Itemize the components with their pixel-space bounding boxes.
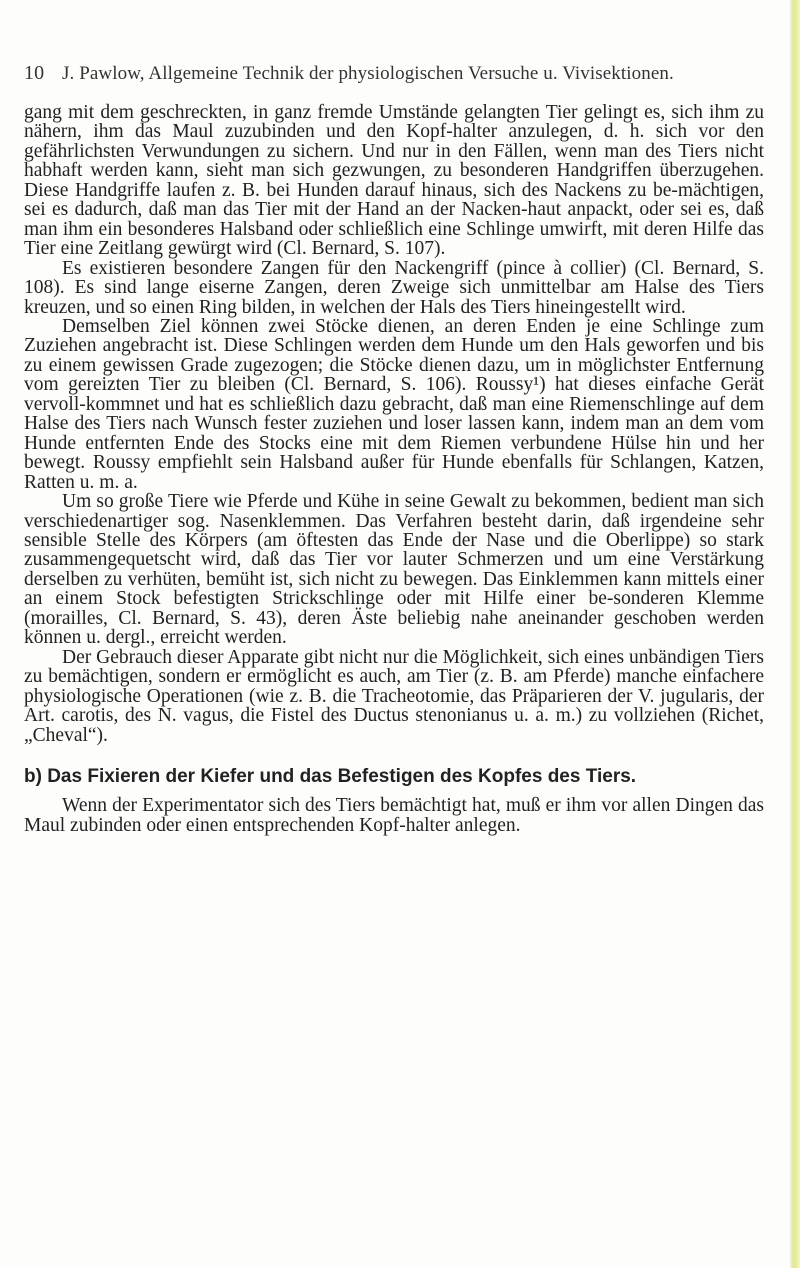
running-header [24, 62, 784, 85]
paragraph-gebrauch: Der Gebrauch dieser Apparate gibt nicht nur die Möglichkeit, sich eines unbändigen Tiers zu bemächtigen, sondern er ermöglicht es auch, am Tier (z. B. am Pferde) manche einfachere physiologische Operationen (wie z. B. die Tracheotomie, das Präparieren der V. jugularis, der Art. carotis, des N. vagus, die Fistel des Ductus stenonianus u. a. m.) zu vollziehen (Richet, „Cheval“). [24, 646, 764, 746]
running-title: J. Pawlow, Allgemeine Technik der physiologischen Versuche u. Vivisektionen. [62, 63, 674, 84]
paragraph-closing: Wenn der Experimentator sich des Tiers bemächtigt hat, muß er ihm vor allen Dingen das Maul zubinden oder einen entsprechenden Kopf-halter anlegen. [24, 795, 764, 836]
page-edge-shadow [790, 0, 800, 1268]
paragraph-nasenklemmen: Um so große Tiere wie Pferde und Kühe in seine Gewalt zu bekommen, bedient man sich verschiedenartiger sog. Nasenklemmen. Das Verfahren besteht darin, daß irgendeine sehr sensible Stelle des Körpers (am öftesten das Ende der Nase und die Oberlippe) so stark zusammengequetscht wird, daß das Tier vor lauter Schmerzen und um eine Verstärkung derselben zu verhüten, bemüht ist, sich nicht zu bewegen. Das Einklemmen kann mittels einer an einem Stock befestigten Strickschlinge oder mit Hilfe einer be-sonderen Klemme (morailles, Cl. Bernard, S. 43), deren Äste beliebig nahe aneinander geschoben werden können u. dergl., erreicht werden. [24, 491, 764, 649]
page-number: 10 [24, 62, 45, 84]
paragraph-zangen: Es existieren besondere Zangen für den Nackengriff (pince à collier) (Cl. Bernard, S. 108). Es sind lange eiserne Zangen, deren Zweige sich unmittelbar am Halse des Tiers kreuzen, und so einen Ring bilden, in welchen der Hals des Tiers hineingestellt wird. [24, 257, 764, 318]
section-heading: b) Das Fixieren der Kiefer und das Befestigen des Kopfes des Tiers. [24, 765, 637, 787]
paragraph-stoecke: Demselben Ziel können zwei Stöcke dienen, an deren Enden je eine Schlinge zum Zuziehen angebracht ist. Diese Schlingen werden dem Hunde um den Hals geworfen und bis zu einem gewissen Grade zugezogen; die Stöcke dienen dazu, um in möglichster Entfernung vom gereizten Tier zu bleiben (Cl. Bernard, S. 106). Roussy¹) hat dieses einfache Gerät vervoll-kommnet und hat es schließlich dazu gebracht, daß man eine Riemenschlinge auf dem Halse des Tiers nach Wunsch fester zuziehen und loser lassen kann, indem man an dem vom Hunde entfernten Ende des Stocks eine mit dem Riemen verbundene Hülse hin und her bewegt. Roussy empfiehlt sein Halsband außer für Hunde ebenfalls für Schlangen, Katzen, Ratten u. m. a. [24, 315, 764, 493]
paragraph-continued: gang mit dem geschreckten, in ganz fremde Umstände gelangten Tier gelingt es, sich ihm zu nähern, ihm das Maul zuzubinden und den Kopf-halter anzulegen, d. h. sich vor den gefährlichsten Verwundungen zu sichern. Und nur in den Fällen, wenn man des Tiers nicht habhaft werden kann, sieht man sich gezwungen, zu besonderen Handgriffen überzugehen. Diese Handgriffe laufen z. B. bei Hunden darauf hinaus, sich des Nackens zu be-mächtigen, sei es dadurch, daß man das Tier mit der Hand an der Nacken-haut anpackt, oder sei es, daß man ihm ein besonderes Halsband oder schließlich eine Schlinge umwirft, mit deren Hilfe das Tier eine Zeitlang gewürgt wird (Cl. Bernard, S. 107). [24, 102, 764, 260]
body-text [24, 103, 764, 835]
